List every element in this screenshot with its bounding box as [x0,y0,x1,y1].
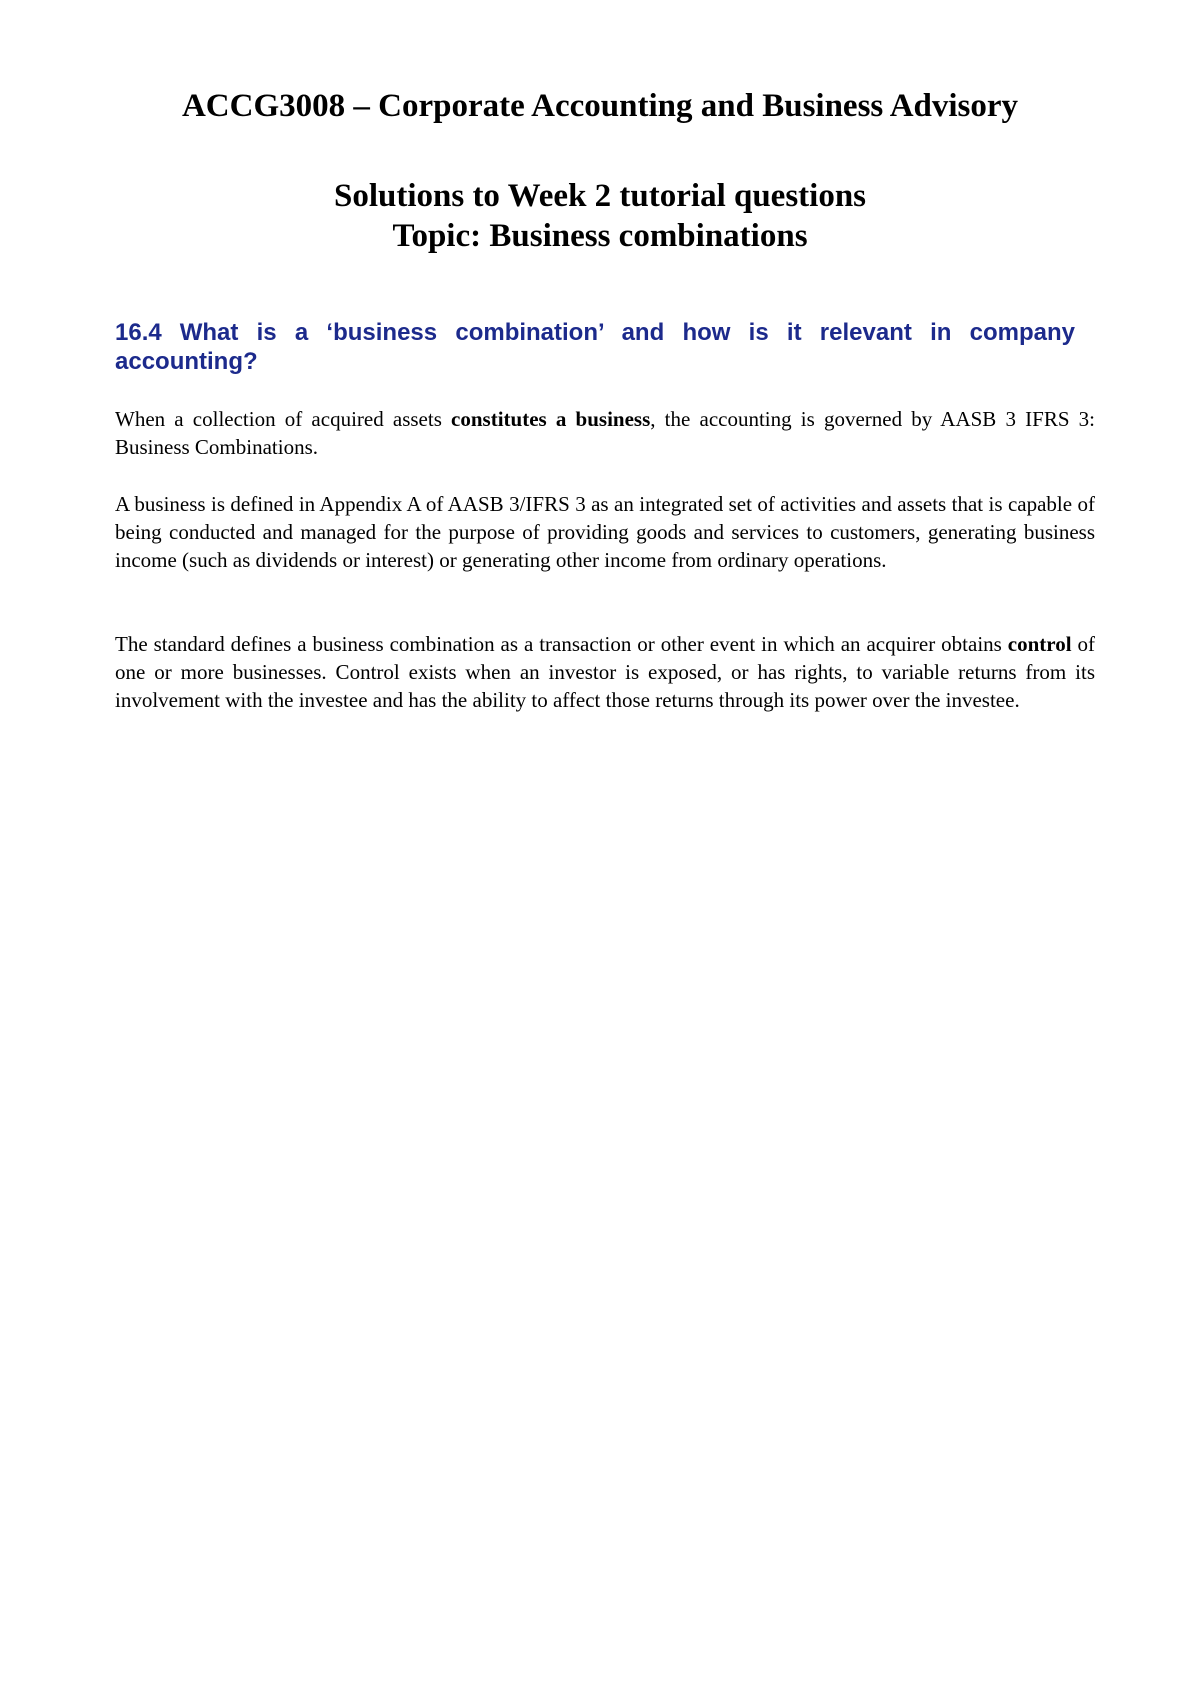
paragraph-business-governance [115,405,1095,461]
question-number: 16.4 [115,319,162,346]
bold-term: control [1007,632,1072,656]
paragraph-text: , the accounting is governed by AASB 3 IFRS 3: Business Combinations. [115,407,1096,459]
question-heading [115,318,1075,376]
paragraph-combination-definition [115,630,1095,714]
bold-term: constitutes a business [451,407,651,431]
paragraph-text: of one or more businesses. Control exists when an investor is exposed, or has rights, to variable returns from its involvement with the investee and has the ability to affect those returns through its power over the investee. [115,632,1096,712]
question-text: What is a ‘business combination’ and how is it relevant in company accounting? [115,319,1075,375]
topic-title: Topic: Business combinations [392,218,808,254]
course-title: ACCG3008 – Corporate Accounting and Business Advisory [181,88,1019,124]
paragraph-text: When a collection of acquired assets [115,407,452,431]
solutions-title: Solutions to Week 2 tutorial questions [333,178,867,214]
paragraph-business-definition: A business is defined in Appendix A of AASB 3/IFRS 3 as an integrated set of activities and assets that is capable of being conducted and managed for the purpose of providing goods and services to customers, generating business income (such as dividends or interest) or generating other income from ordinary operations. [115,492,1095,572]
paragraph-text: The standard defines a business combination as a transaction or other event in which an acquirer obtains [115,632,1008,656]
